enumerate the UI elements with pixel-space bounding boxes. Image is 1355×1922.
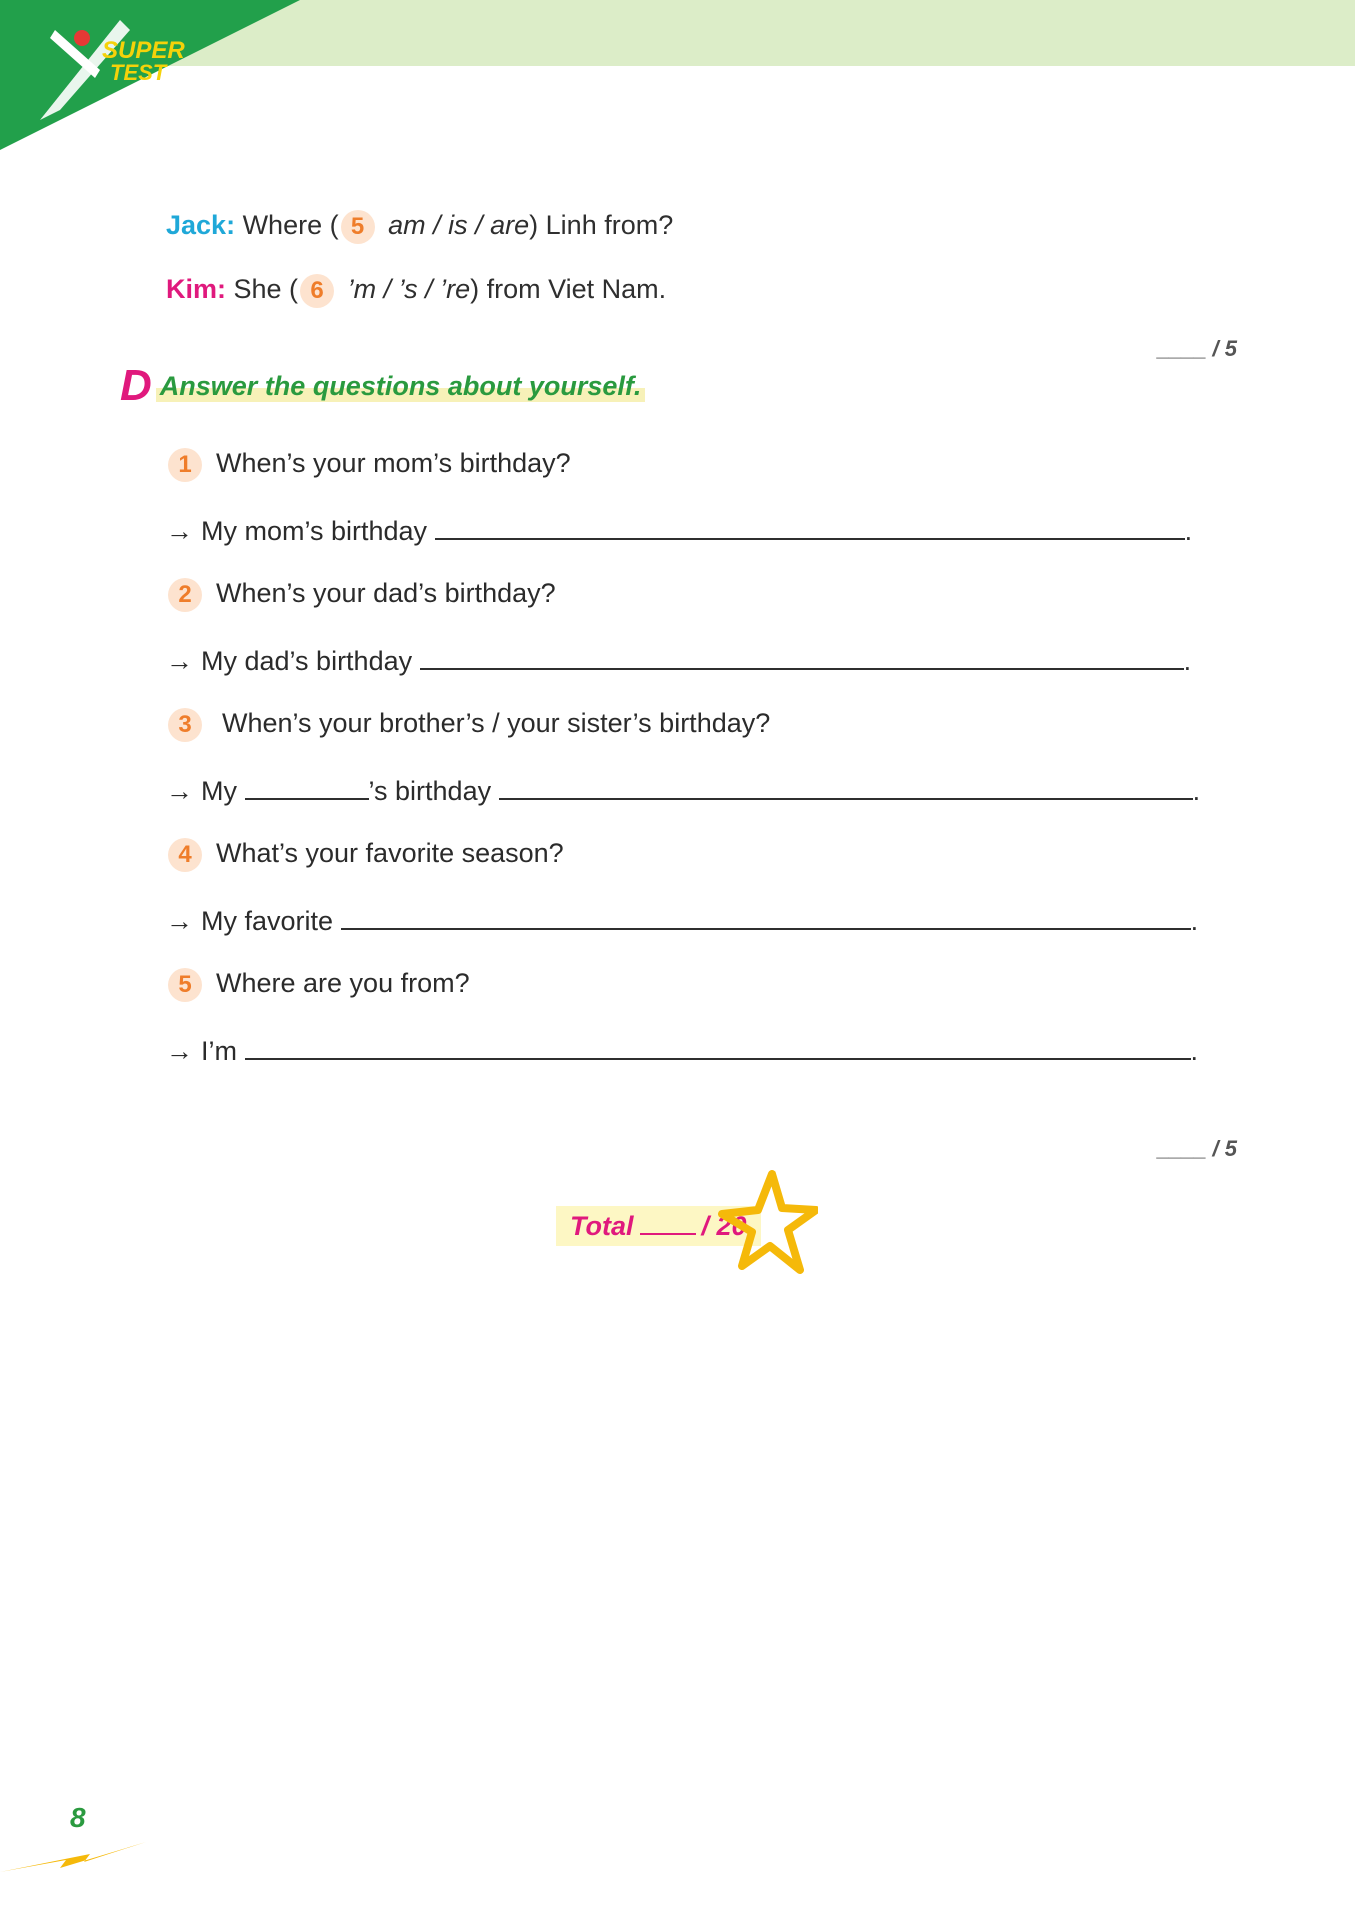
section-letter: D xyxy=(120,361,152,410)
dialogue-text: ) Linh from? xyxy=(529,210,674,240)
lightning-bolt-icon xyxy=(0,1838,150,1878)
super-test-logo xyxy=(0,0,300,160)
answer-blank[interactable] xyxy=(499,772,1193,800)
answer-middle: ’s birthday xyxy=(368,776,492,806)
question-2 xyxy=(166,576,556,612)
answer-3 xyxy=(166,772,1200,808)
page-number: 8 xyxy=(70,1802,86,1833)
sibling-blank[interactable] xyxy=(245,772,369,800)
dialogue-text: She ( xyxy=(233,274,299,304)
question-number-badge: 1 xyxy=(168,448,202,482)
section-d-score[interactable]: ____ / 5 xyxy=(1157,1136,1237,1161)
arrow-right-icon: → xyxy=(166,1036,193,1066)
question-3 xyxy=(166,706,770,742)
speaker-jack: Jack: xyxy=(166,210,236,240)
answer-5 xyxy=(166,1032,1198,1068)
section-d-heading xyxy=(120,361,645,410)
question-1 xyxy=(166,446,571,482)
answer-prefix: My favorite xyxy=(201,906,334,936)
question-text: When’s your dad’s birthday? xyxy=(216,578,556,608)
total-max: / 20 xyxy=(701,1211,747,1241)
answer-2 xyxy=(166,642,1191,678)
answer-prefix: I’m xyxy=(201,1036,237,1066)
arrow-right-icon: → xyxy=(166,776,193,806)
section-title: Answer the questions about yourself. xyxy=(156,371,646,402)
item-number-badge: 5 xyxy=(341,210,375,244)
choice-options[interactable]: ’m / ’s / ’re xyxy=(347,274,471,304)
answer-end: . xyxy=(1190,906,1199,936)
answer-4 xyxy=(166,902,1198,938)
question-text: When’s your mom’s birthday? xyxy=(216,448,571,478)
arrow-right-icon: → xyxy=(166,516,193,546)
question-number-badge: 2 xyxy=(168,578,202,612)
question-text: When’s your brother’s / your sister’s birthday? xyxy=(222,708,771,738)
arrow-right-icon: → xyxy=(166,646,193,676)
answer-prefix: My dad’s birthday xyxy=(201,646,413,676)
answer-end: . xyxy=(1190,1036,1199,1066)
answer-blank[interactable] xyxy=(435,512,1185,540)
answer-end: . xyxy=(1192,776,1201,806)
question-text: What’s your favorite season? xyxy=(216,838,564,868)
choice-options[interactable]: am / is / are xyxy=(388,210,530,240)
total-blank[interactable] xyxy=(640,1207,696,1235)
question-number-badge: 3 xyxy=(168,708,202,742)
dialogue-line-jack xyxy=(166,208,673,244)
dialogue-text: Where ( xyxy=(242,210,339,240)
answer-blank[interactable] xyxy=(420,642,1184,670)
answer-end: . xyxy=(1183,646,1192,676)
answer-1 xyxy=(166,512,1192,548)
question-5 xyxy=(166,966,470,1002)
answer-blank[interactable] xyxy=(245,1032,1191,1060)
dialogue-line-kim xyxy=(166,272,666,308)
dialogue-text: ) from Viet Nam. xyxy=(470,274,667,304)
section-c-score[interactable]: ____ / 5 xyxy=(1157,336,1237,361)
answer-blank[interactable] xyxy=(341,902,1191,930)
answer-prefix: My mom’s birthday xyxy=(201,516,428,546)
answer-prefix: My xyxy=(201,776,237,806)
answer-end: . xyxy=(1184,516,1193,546)
question-number-badge: 4 xyxy=(168,838,202,872)
star-icon xyxy=(708,1170,818,1276)
total-label: Total xyxy=(570,1211,634,1241)
svg-text:SUPER: SUPER xyxy=(102,37,185,64)
question-text: Where are you from? xyxy=(216,968,470,998)
question-4 xyxy=(166,836,564,872)
speaker-kim: Kim: xyxy=(166,274,226,304)
question-number-badge: 5 xyxy=(168,968,202,1002)
svg-text:TEST: TEST xyxy=(110,60,167,85)
arrow-right-icon: → xyxy=(166,906,193,936)
item-number-badge: 6 xyxy=(300,274,334,308)
